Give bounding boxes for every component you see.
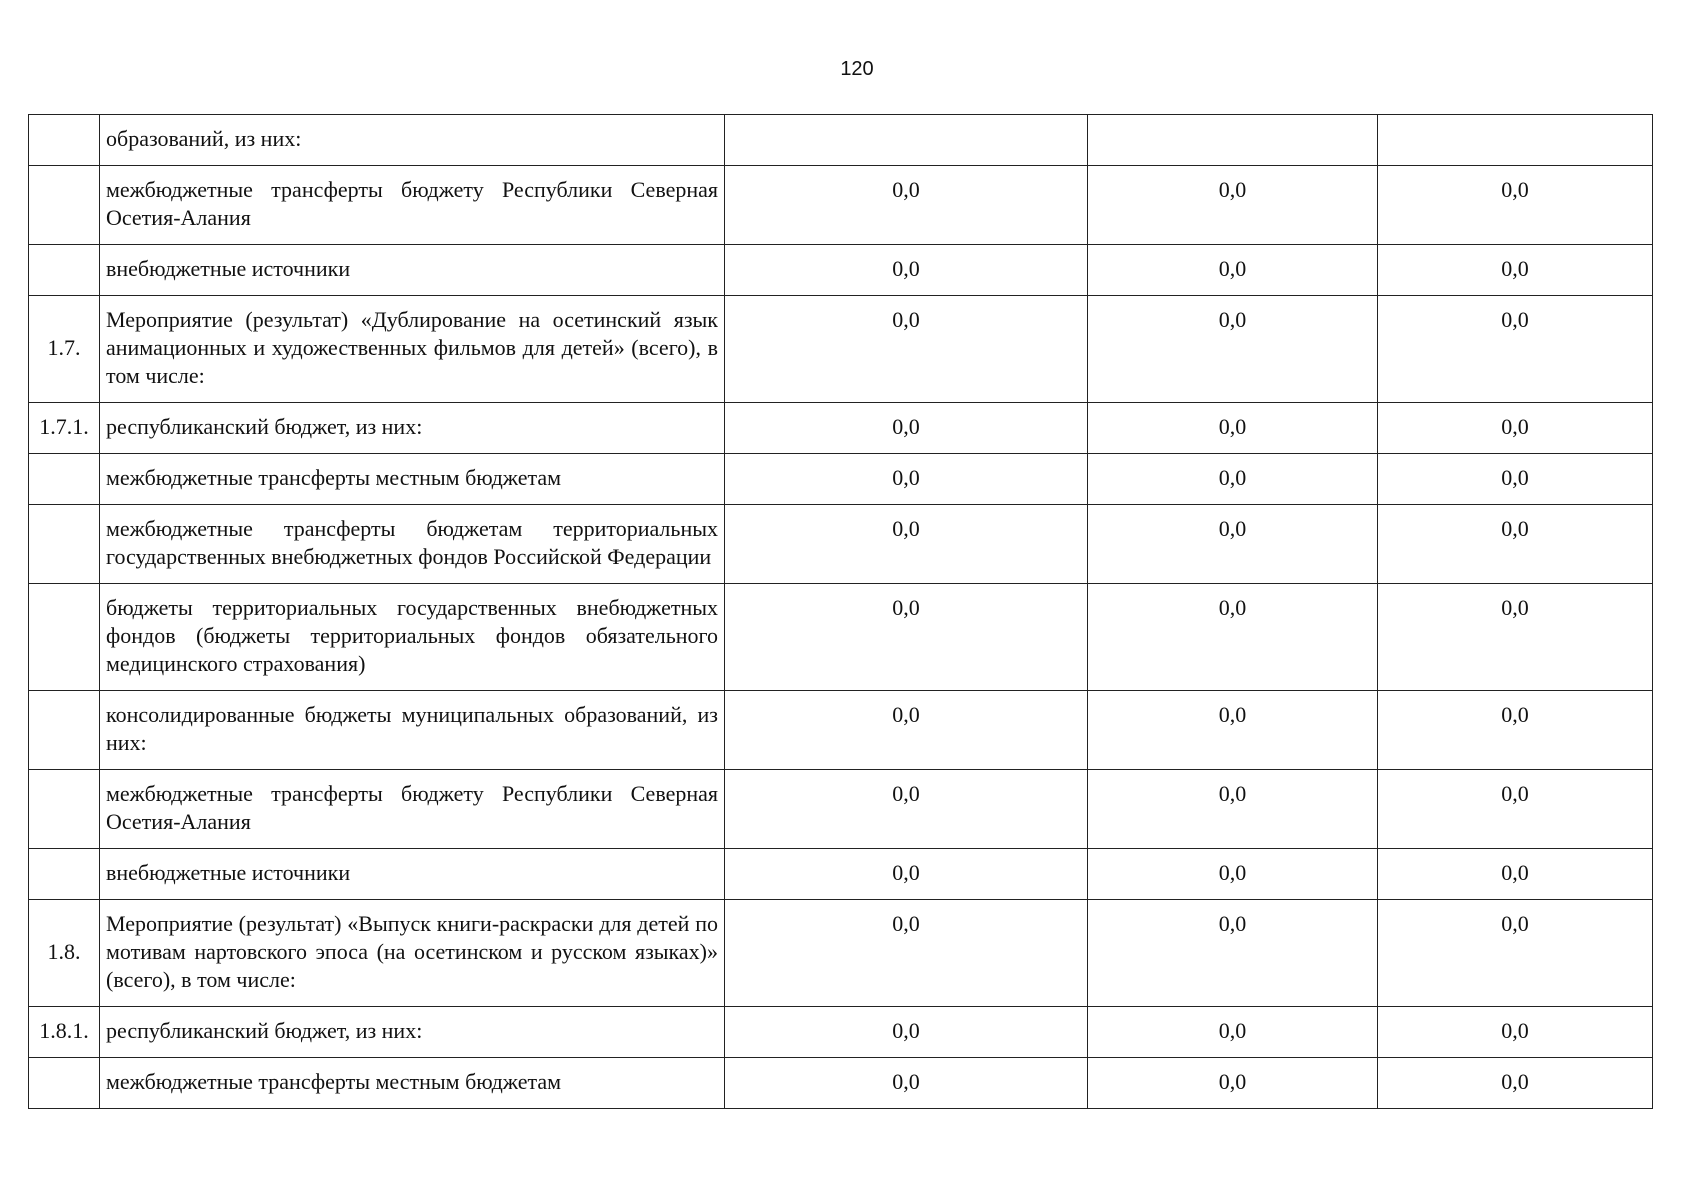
row-number (29, 454, 100, 505)
table-row (29, 691, 1653, 770)
row-number (29, 166, 100, 245)
value-col-1: 0,0 (725, 296, 1088, 403)
value-col-2: 0,0 (1088, 403, 1378, 454)
table-row (29, 115, 1653, 166)
row-number: 1.8. (29, 900, 100, 1007)
value-col-3: 0,0 (1378, 1007, 1653, 1058)
row-description: Мероприятие (результат) «Дублирование на осетинский язык анимационных и художественных фильмов для детей» (всего), в том числе: (100, 296, 725, 403)
value-col-1 (725, 115, 1088, 166)
value-col-3: 0,0 (1378, 245, 1653, 296)
value-col-3 (1378, 115, 1653, 166)
value-col-1: 0,0 (725, 1007, 1088, 1058)
value-col-3: 0,0 (1378, 166, 1653, 245)
value-col-2: 0,0 (1088, 245, 1378, 296)
value-col-2: 0,0 (1088, 296, 1378, 403)
row-number (29, 770, 100, 849)
row-description: Мероприятие (результат) «Выпуск книги-раскраски для детей по мотивам нартовского эпоса (на осетинском и русском языках)» (всего), в том числе: (100, 900, 725, 1007)
table-row (29, 1007, 1653, 1058)
value-col-1: 0,0 (725, 166, 1088, 245)
row-description: республиканский бюджет, из них: (100, 403, 725, 454)
row-description: бюджеты территориальных государственных внебюджетных фондов (бюджеты территориальных фондов обязательного медицинского страхования) (100, 584, 725, 691)
value-col-3: 0,0 (1378, 505, 1653, 584)
row-description: образований, из них: (100, 115, 725, 166)
table-row (29, 1058, 1653, 1109)
value-col-3: 0,0 (1378, 403, 1653, 454)
value-col-2: 0,0 (1088, 1007, 1378, 1058)
row-number (29, 1058, 100, 1109)
value-col-2: 0,0 (1088, 1058, 1378, 1109)
value-col-3: 0,0 (1378, 1058, 1653, 1109)
value-col-1: 0,0 (725, 1058, 1088, 1109)
value-col-2: 0,0 (1088, 900, 1378, 1007)
row-number: 1.7. (29, 296, 100, 403)
value-col-1: 0,0 (725, 770, 1088, 849)
value-col-2: 0,0 (1088, 691, 1378, 770)
table-row (29, 245, 1653, 296)
table-row (29, 166, 1653, 245)
value-col-2: 0,0 (1088, 584, 1378, 691)
value-col-3: 0,0 (1378, 454, 1653, 505)
page-number: 120 (840, 58, 874, 80)
table-row (29, 900, 1653, 1007)
row-number (29, 691, 100, 770)
value-col-1: 0,0 (725, 505, 1088, 584)
table-row (29, 849, 1653, 900)
table-row (29, 296, 1653, 403)
budget-table (28, 114, 1653, 1109)
row-description: межбюджетные трансферты бюджетам территориальных государственных внебюджетных фондов Российской Федерации (100, 505, 725, 584)
value-col-1: 0,0 (725, 849, 1088, 900)
value-col-2: 0,0 (1088, 849, 1378, 900)
value-col-1: 0,0 (725, 900, 1088, 1007)
value-col-3: 0,0 (1378, 296, 1653, 403)
value-col-3: 0,0 (1378, 770, 1653, 849)
value-col-2: 0,0 (1088, 166, 1378, 245)
table-row (29, 454, 1653, 505)
value-col-1: 0,0 (725, 403, 1088, 454)
row-number: 1.7.1. (29, 403, 100, 454)
row-description: консолидированные бюджеты муниципальных образований, из них: (100, 691, 725, 770)
value-col-3: 0,0 (1378, 691, 1653, 770)
row-description: республиканский бюджет, из них: (100, 1007, 725, 1058)
table-row (29, 584, 1653, 691)
row-number (29, 584, 100, 691)
value-col-3: 0,0 (1378, 900, 1653, 1007)
table-row (29, 505, 1653, 584)
value-col-1: 0,0 (725, 691, 1088, 770)
row-description: внебюджетные источники (100, 245, 725, 296)
table-row (29, 403, 1653, 454)
value-col-3: 0,0 (1378, 849, 1653, 900)
value-col-2: 0,0 (1088, 770, 1378, 849)
row-description: межбюджетные трансферты бюджету Республики Северная Осетия-Алания (100, 166, 725, 245)
row-number (29, 849, 100, 900)
row-number (29, 115, 100, 166)
value-col-2 (1088, 115, 1378, 166)
value-col-2: 0,0 (1088, 454, 1378, 505)
value-col-2: 0,0 (1088, 505, 1378, 584)
value-col-1: 0,0 (725, 454, 1088, 505)
row-number (29, 245, 100, 296)
table-row (29, 770, 1653, 849)
value-col-3: 0,0 (1378, 584, 1653, 691)
row-description: межбюджетные трансферты местным бюджетам (100, 1058, 725, 1109)
value-col-1: 0,0 (725, 584, 1088, 691)
value-col-1: 0,0 (725, 245, 1088, 296)
row-number: 1.8.1. (29, 1007, 100, 1058)
row-description: внебюджетные источники (100, 849, 725, 900)
row-description: межбюджетные трансферты местным бюджетам (100, 454, 725, 505)
row-number (29, 505, 100, 584)
row-description: межбюджетные трансферты бюджету Республики Северная Осетия-Алания (100, 770, 725, 849)
